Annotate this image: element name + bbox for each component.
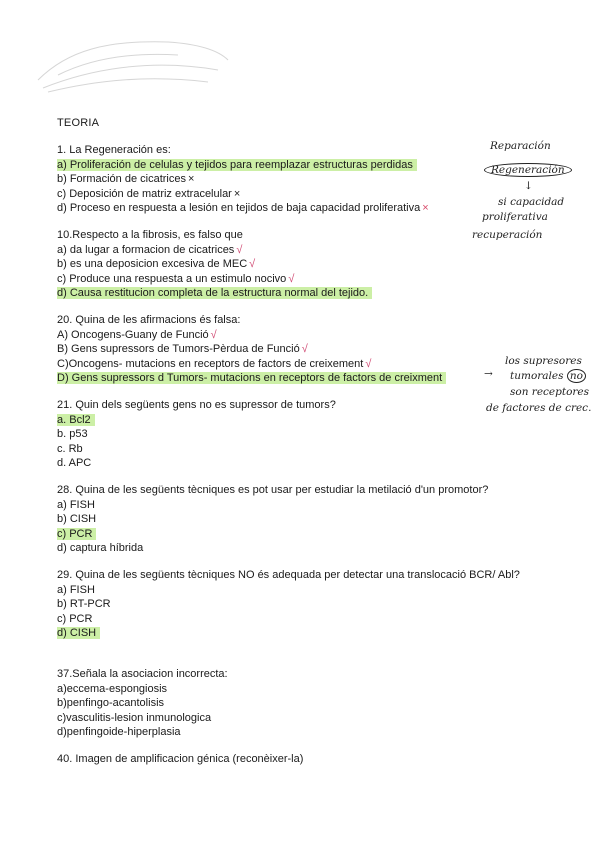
option-a: a) FISH <box>57 498 95 511</box>
check-mark: √ <box>288 272 295 285</box>
question-title: 40. Imagen de amplificacion génica (reconèixer-la) <box>57 753 304 765</box>
question-20 <box>57 313 537 386</box>
question-10 <box>57 228 537 301</box>
cross-mark: × <box>233 187 241 200</box>
option-d: d) Causa restitucion completa de la estructura normal del tejido. <box>57 286 537 301</box>
handwritten-note: tumorales no <box>510 370 586 382</box>
option-d: d) captura híbrida <box>57 542 144 554</box>
question-21 <box>57 398 537 471</box>
cross-mark: × <box>188 173 195 185</box>
question-title: 10.Respecto a la fibrosis, es falso que <box>57 229 243 241</box>
question-37 <box>57 667 537 740</box>
question-title: 29. Quina de les següents tècniques NO és adequada per detectar una translocació BCR/ Abl? <box>57 569 520 581</box>
question-title: 37.Señala la asociacion incorrecta: <box>57 668 228 680</box>
option-b: b. p53 <box>57 428 88 440</box>
option-d: d)penfingoide-hiperplasia <box>57 726 181 738</box>
option-d: d. APC <box>57 457 92 469</box>
option-c: c. Rb <box>57 442 83 455</box>
check-mark: √ <box>249 258 256 270</box>
option-a: a. Bcl2 <box>57 413 537 428</box>
check-mark: √ <box>236 243 243 256</box>
option-c: C)Oncogens- mutacions en receptors de factors de creixement √ <box>57 357 372 370</box>
option-d: D) Gens supressors d Tumors- mutacions en receptors de factors de creixment <box>57 371 537 386</box>
handwritten-note: son receptores <box>510 386 590 398</box>
option-b: b) RT-PCR <box>57 598 111 610</box>
option-a: a)eccema-espongiosis <box>57 682 168 695</box>
question-title: 28. Quina de les següents tècniques es pot usar per estudiar la metilació d'un promotor? <box>57 484 489 496</box>
handwritten-note: proliferativa <box>482 211 548 223</box>
circled-word: no <box>567 369 586 383</box>
cross-mark: × <box>422 202 429 214</box>
option-d: d) CISH <box>57 626 537 641</box>
question-29 <box>57 568 537 641</box>
option-a: a) da lugar a formacion de cicatrices √ <box>57 243 243 256</box>
option-b: b) es una deposicion excesiva de MEC √ <box>57 258 256 270</box>
handwritten-arrow: ↓ <box>524 180 533 192</box>
option-a: a) FISH <box>57 583 95 596</box>
handwritten-note: Regeneración <box>484 163 572 177</box>
handwritten-note: los supresores <box>505 355 582 367</box>
option-b: b) CISH <box>57 513 97 525</box>
redacted-scribble <box>28 30 238 100</box>
question-title: 20. Quina de les afirmacions és falsa: <box>57 314 241 326</box>
handwritten-note: Reparación <box>490 140 551 152</box>
page-heading: TEORIA <box>57 117 100 129</box>
check-mark: √ <box>365 357 372 370</box>
question-40 <box>57 752 537 767</box>
question-title: 1. La Regeneración es: <box>57 144 171 156</box>
question-title: 21. Quin dels següents gens no es supressor de tumors? <box>57 399 336 411</box>
option-c: c) Deposición de matriz extracelular × <box>57 187 241 200</box>
option-b: b) Formación de cicatrices × <box>57 173 195 185</box>
handwritten-note: de factores de crec. <box>486 402 592 414</box>
handwritten-note: recuperación <box>472 229 543 241</box>
option-c: c) PCR <box>57 527 537 542</box>
check-mark: √ <box>301 343 308 355</box>
handwritten-arrow: → <box>484 368 493 380</box>
option-a: A) Oncogens-Guany de Funció √ <box>57 328 217 341</box>
question-1 <box>57 143 537 216</box>
question-28 <box>57 483 537 556</box>
option-c: c) Produce una respuesta a un estimulo nocivo √ <box>57 272 295 285</box>
option-b: b)penfingo-acantolisis <box>57 697 165 709</box>
check-mark: √ <box>210 328 217 341</box>
option-c: c)vasculitis-lesion inmunologica <box>57 711 212 724</box>
handwritten-note: si capacidad <box>498 196 565 208</box>
option-d: d) Proceso en respuesta a lesión en tejidos de baja capacidad proliferativa × <box>57 202 429 214</box>
option-a: a) Proliferación de celulas y tejidos para reemplazar estructuras perdidas <box>57 158 537 173</box>
option-c: c) PCR <box>57 612 93 625</box>
option-b: B) Gens supressors de Tumors-Pèrdua de Funció √ <box>57 343 308 355</box>
